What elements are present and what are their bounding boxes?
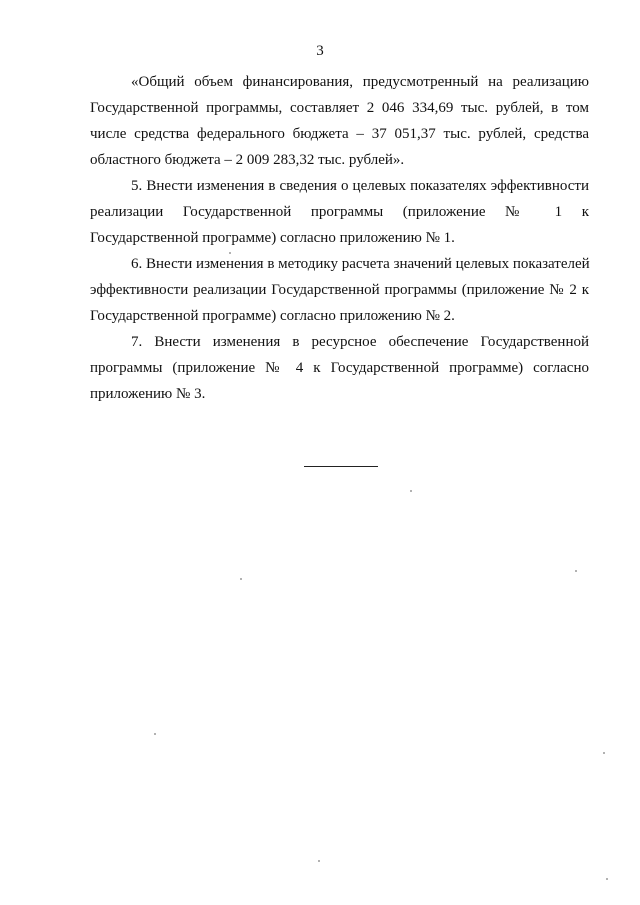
page-number: 3 bbox=[316, 43, 324, 59]
text-line: числе средства федерального бюджета – 37 051,37 тыс. рублей, средства bbox=[90, 126, 589, 142]
text-line: Государственной программы, составляет 2 046 334,69 тыс. рублей, в том bbox=[90, 100, 589, 116]
text-line: приложению № 3. bbox=[90, 386, 206, 402]
text-line: 6. Внести изменения в методику расчета значений целевых показателей bbox=[131, 256, 590, 272]
text-line: «Общий объем финансирования, предусмотренный на реализацию bbox=[131, 74, 589, 90]
text-line: 5. Внести изменения в сведения о целевых показателях эффективности bbox=[131, 178, 589, 194]
text-line: реализации Государственной программы (приложение № 1 к bbox=[90, 204, 589, 220]
text-line: областного бюджета – 2 009 283,32 тыс. рублей». bbox=[90, 152, 405, 168]
end-separator-line bbox=[304, 466, 378, 467]
scan-speck bbox=[318, 860, 320, 862]
text-line: Государственной программе) согласно приложению № 2. bbox=[90, 308, 455, 324]
scan-speck bbox=[575, 570, 577, 572]
text-line: эффективности реализации Государственной программы (приложение № 2 к bbox=[90, 282, 589, 298]
scan-speck bbox=[154, 733, 156, 735]
scan-speck bbox=[603, 752, 605, 754]
scan-speck bbox=[229, 252, 231, 254]
text-line: 7. Внести изменения в ресурсное обеспечение Государственной bbox=[131, 334, 589, 350]
scan-speck bbox=[606, 878, 608, 880]
text-line: Государственной программе) согласно приложению № 1. bbox=[90, 230, 455, 246]
scan-speck bbox=[240, 578, 242, 580]
text-line: программы (приложение № 4 к Государственной программе) согласно bbox=[90, 360, 589, 376]
scan-speck bbox=[410, 490, 412, 492]
